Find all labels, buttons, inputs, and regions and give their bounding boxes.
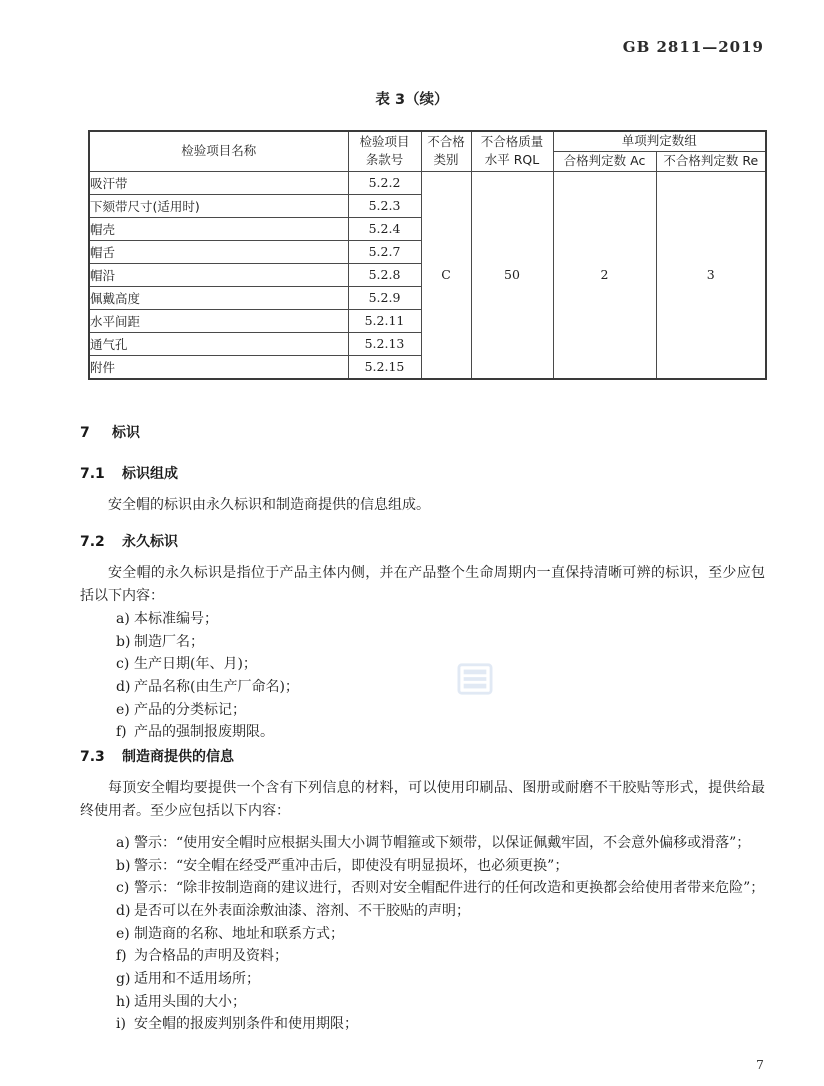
list-marker: f): [116, 948, 127, 965]
list-item: [80, 991, 765, 1014]
list-item-text: 适用头围的大小；: [134, 993, 246, 1010]
cell-item-name: 通气孔: [89, 332, 348, 355]
inspection-table: [88, 130, 767, 380]
column-header-rql-line1: 不合格质量: [480, 133, 544, 149]
list-item-text: 是否可以在外表面涂敷油漆、溶剂、不干胶贴的声明；: [134, 903, 470, 920]
cell-clause-no: 5.2.11: [348, 309, 421, 332]
cell-item-name: 附件: [89, 355, 348, 379]
list-item-text: 产品名称(由生产厂命名)；: [134, 679, 299, 696]
column-header-item-name: 检验项目名称: [89, 131, 348, 171]
column-header-clause-no: [348, 131, 421, 171]
cell-defect-class-merged: C: [421, 171, 471, 379]
cell-clause-no: 5.2.8: [348, 263, 421, 286]
list-marker: b): [116, 857, 131, 874]
cell-item-name: 佩戴高度: [89, 286, 348, 309]
table-row: [89, 171, 766, 194]
section-number-7-2: 7.2: [80, 534, 105, 550]
table-head: [89, 131, 766, 171]
list-item-text: 制造商的名称、地址和联系方式；: [134, 925, 344, 942]
section-title-7-1: 标识组成: [122, 466, 178, 482]
list-marker: b): [116, 633, 131, 650]
section-title-7: 标识: [112, 425, 140, 441]
list-item-text: 警示：“安全帽在经受严重冲击后，即使没有明显损坏，也必须更换”；: [134, 857, 569, 874]
list-item: [80, 832, 765, 855]
column-header-defect-class: [421, 131, 471, 171]
column-header-accept-number: 合格判定数 Ac: [553, 151, 656, 171]
cell-clause-no: 5.2.4: [348, 217, 421, 240]
list-7-2: [80, 608, 765, 744]
list-7-3: [80, 832, 765, 1036]
cell-reject-merged: 3: [656, 171, 766, 379]
list-marker: c): [116, 656, 130, 673]
list-item: [80, 900, 765, 923]
inspection-table-wrapper: [88, 130, 765, 380]
list-item: [80, 945, 765, 968]
list-item-text: 产品的分类标记；: [134, 701, 246, 718]
cell-clause-no: 5.2.15: [348, 355, 421, 379]
cell-item-name: 下颏带尺寸(适用时): [89, 194, 348, 217]
cell-clause-no: 5.2.13: [348, 332, 421, 355]
list-marker: a): [116, 611, 130, 627]
column-header-decision-group: 单项判定数组: [553, 131, 766, 151]
list-marker: d): [116, 679, 131, 696]
list-item: [80, 676, 765, 699]
list-item: [80, 631, 765, 654]
list-item: [80, 855, 765, 878]
column-header-clause-no-line1: 检验项目: [359, 133, 410, 149]
list-item: [80, 923, 765, 946]
table-body: [89, 171, 766, 379]
section-heading-7-1: [80, 463, 178, 483]
list-item-text: 适用和不适用场所；: [134, 971, 260, 988]
section-number-7: 7: [80, 425, 90, 441]
list-item-text: 警示：“使用安全帽时应根据头围大小调节帽箍或下颏带，以保证佩戴牢固，不会意外偏移或滑落”；: [134, 835, 751, 851]
column-header-defect-class-line1: 不合格: [427, 133, 465, 149]
cell-clause-no: 5.2.7: [348, 240, 421, 263]
paragraph-7-3: 每顶安全帽均要提供一个含有下列信息的材料，可以使用印刷品、图册或耐磨不干胶贴等形式，提供给最终使用者。至少应包括以下内容：: [80, 780, 765, 819]
section-title-7-3: 制造商提供的信息: [122, 749, 234, 765]
list-marker: e): [116, 925, 130, 942]
section-heading-7: [80, 422, 140, 442]
section-heading-7-2: [80, 531, 178, 551]
list-item: [80, 608, 765, 631]
list-item: [80, 877, 765, 900]
list-marker: d): [116, 903, 131, 920]
table-caption: 表 3（续）: [375, 92, 449, 108]
list-item-text: 制造厂名；: [134, 633, 204, 650]
list-marker: c): [116, 880, 130, 897]
column-header-rql-line2: 水平 RQL: [484, 152, 540, 168]
cell-item-name: 帽舌: [89, 240, 348, 263]
list-item: [80, 1013, 765, 1036]
column-header-clause-no-line2: 条款号: [365, 152, 404, 168]
cell-item-name: 帽壳: [89, 217, 348, 240]
cell-rql-merged: 50: [471, 171, 553, 379]
list-item-text: 安全帽的报废判别条件和使用期限；: [134, 1016, 358, 1033]
list-item-text: 生产日期(年、月)；: [134, 656, 257, 673]
list-marker: a): [116, 835, 130, 851]
cell-clause-no: 5.2.9: [348, 286, 421, 309]
table-header-row-1: [89, 131, 766, 151]
cell-item-name: 水平间距: [89, 309, 348, 332]
list-marker: i): [116, 1016, 126, 1033]
list-item: [80, 968, 765, 991]
cell-item-name: 吸汗带: [89, 171, 348, 194]
cell-clause-no: 5.2.2: [348, 171, 421, 194]
section-number-7-3: 7.3: [80, 749, 105, 765]
list-item-text: 产品的强制报废期限。: [134, 724, 274, 741]
cell-clause-no: 5.2.3: [348, 194, 421, 217]
section-title-7-2: 永久标识: [122, 534, 178, 550]
cell-item-name: 帽沿: [89, 263, 348, 286]
running-header-standard-code: GB 2811—2019: [622, 38, 764, 56]
list-marker: e): [116, 701, 130, 718]
list-marker: g): [116, 971, 131, 988]
list-marker: f): [116, 724, 127, 741]
list-item: [80, 653, 765, 676]
list-marker: h): [116, 993, 131, 1010]
section-heading-7-3: [80, 746, 234, 766]
list-item-text: 本标准编号；: [134, 611, 218, 627]
list-item: [80, 721, 765, 744]
column-header-reject-number: 不合格判定数 Re: [656, 151, 766, 171]
column-header-defect-class-line2: 类别: [433, 152, 459, 168]
list-item: [80, 699, 765, 722]
list-item-text: 警示：“除非按制造商的建议进行，否则对安全帽配件进行的任何改造和更换都会给使用者带来危险”；: [134, 880, 765, 897]
page-number: 7: [756, 1057, 764, 1072]
cell-accept-merged: 2: [553, 171, 656, 379]
column-header-rql: [471, 131, 553, 171]
list-item-text: 为合格品的声明及资料；: [134, 948, 288, 965]
section-number-7-1: 7.1: [80, 466, 105, 482]
paragraph-7-2: 安全帽的永久标识是指位于产品主体内侧，并在产品整个生命周期内一直保持清晰可辨的标识，至少应包括以下内容：: [80, 565, 765, 604]
paragraph-7-1: 安全帽的标识由永久标识和制造商提供的信息组成。: [108, 497, 430, 513]
